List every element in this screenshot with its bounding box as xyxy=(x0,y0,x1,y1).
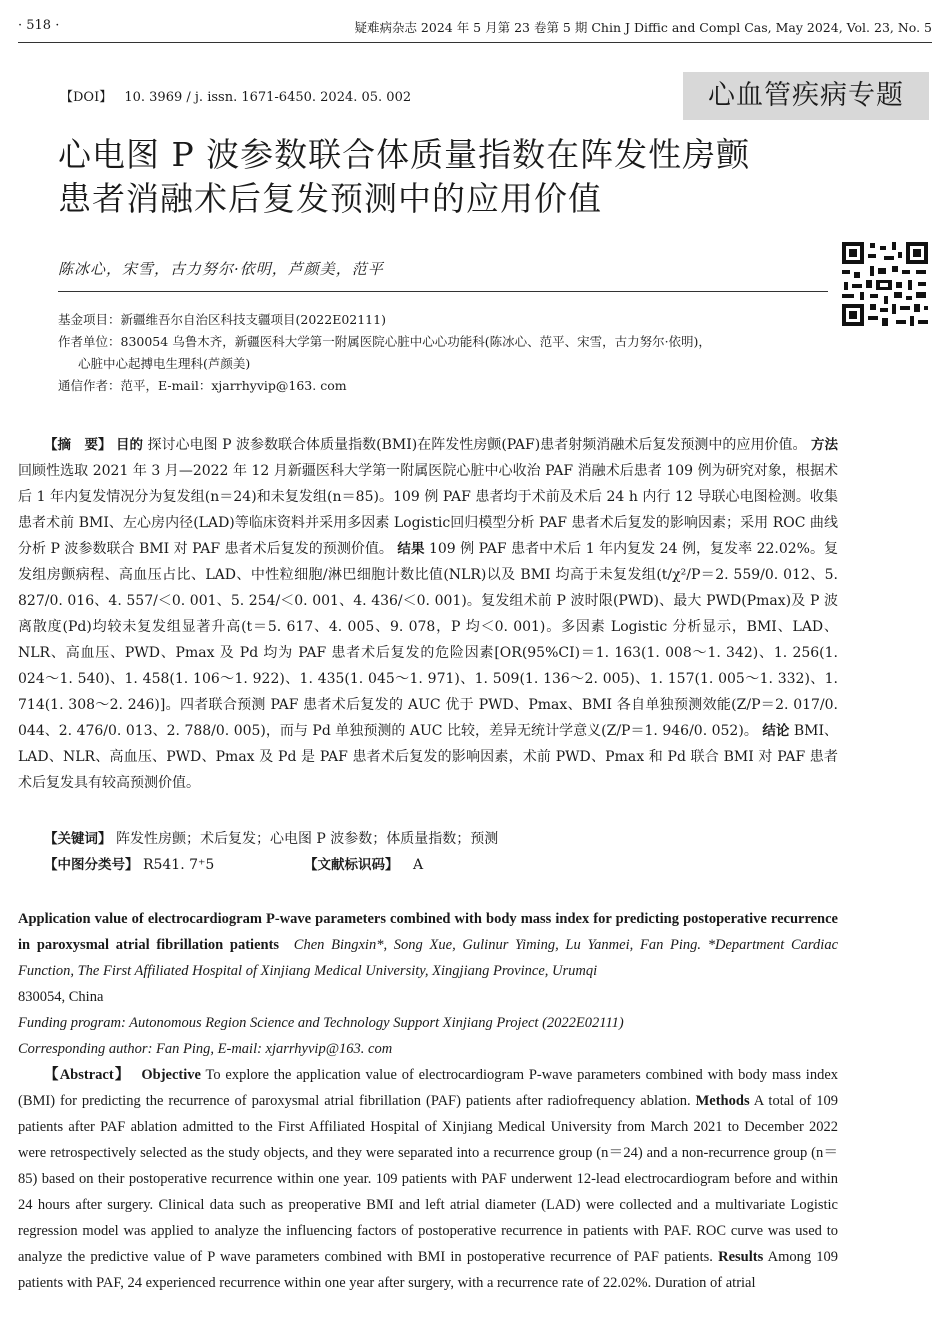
objective-label: 目的 xyxy=(116,437,144,453)
qr-code-icon xyxy=(840,240,930,328)
keywords-value: 阵发性房颤；术后复发；心电图 P 波参数；体质量指数；预测 xyxy=(115,831,499,847)
classification-label: 【中图分类号】 xyxy=(44,857,139,873)
article-title xyxy=(58,133,828,221)
english-results-label: Results xyxy=(718,1249,764,1265)
english-postcode: 830054, China xyxy=(18,989,104,1005)
english-authors: Chen Bingxin*, Song Xue, Gulinur Yiming, Lu Yanmei, Fan Ping. *Department Cardiac Function, The First Affiliated Hospital of Xinjiang Medical University, Xingjiang Province, Urumqi xyxy=(18,937,839,979)
english-corresponding: Corresponding author: Fan Ping, E-mail: xjarrhyvip@163. com xyxy=(18,1041,393,1057)
english-abstract-label: 【Abstract】 xyxy=(44,1067,131,1083)
journal-citation: 疑难病杂志 2024 年 5 月第 23 卷第 5 期 Chin J Diffic and Compl Cas, May 2024, Vol. 23, No. 5 xyxy=(354,20,932,35)
title-line-2: 患者消融术后复发预测中的应用价值 xyxy=(58,179,602,218)
english-results: Among 109 patients with PAF, 24 experienced recurrence within one year after surgery, with a recurrence rate of 22.02%. Duration of atrial xyxy=(18,1249,839,1291)
funding-line: 基金项目：新疆维吾尔自治区科技支疆项目(2022E02111) xyxy=(58,312,386,327)
objective-text: 探讨心电图 P 波参数联合体质量指数(BMI)在阵发性房颤(PAF)患者射频消融术后复发预测中的应用价值。 xyxy=(147,437,807,453)
english-abstract xyxy=(18,906,838,1296)
english-methods: A total of 109 patients after PAF ablation admitted to the First Affiliated Hospital of Xinjiang Medical University from March 2021 to December 2022 were retrospectively selected as the study objects, and they were separated into a recurrence group (n＝24) and a non-recurrence group (n＝85) based on their postoperative recurrence within one year. 109 patients with PAF underwent 12-lead electrocardiogram before and within 24 hours after surgery. Clinical data such as preoperative BMI and left atrial diameter (LAD) were collected and a multivariate Logistic regression model was applied to analyze the influencing factors of postoperative recurrence in patients with PAF. ROC curve was used to analyze the predictive value of P wave parameters combined with BMI in postoperative recurrence of PAF patients. xyxy=(18,1093,839,1265)
methods-text: 回顾性选取 2021 年 3 月—2022 年 12 月新疆医科大学第一附属医院心脏中心收治 PAF 消融术后患者 109 例为研究对象，根据术后 1 年内复发情况分为复发组(n＝24)和未复发组(n＝85)。109 例 PAF 患者均于术前及术后 24 h 内行 12 导联心电图检测。收集患者术前 BMI、左心房内径(LAD)等临床资料并采用多因素 Logistic回归模型分析 PAF 患者术后复发的影响因素；采用 ROC 曲线分析 P 波参数联合 BMI 对 PAF 患者术后复发的预测价值。 xyxy=(18,463,838,557)
doc-code-value: A xyxy=(412,857,424,873)
keywords-label: 【关键词】 xyxy=(44,831,112,847)
running-header xyxy=(18,14,932,38)
doi-value: 10. 3969 / j. issn. 1671-6450. 2024. 05. 002 xyxy=(124,90,412,105)
classification-value: R541. 7⁺5 xyxy=(142,857,215,873)
english-objective-label: Objective xyxy=(141,1067,201,1083)
corresponding-line: 通信作者：范平，E-mail：xjarrhyvip@163. com xyxy=(58,378,347,393)
affiliation-line-2: 心脏中心起搏电生理科(芦颜美) xyxy=(78,356,251,371)
conclusion-text: BMI、LAD、NLR、高血压、PWD、Pmax 及 Pd 是 PAF 患者术后复发的影响因素，术前 PWD、Pmax 和 Pd 联合 BMI 对 PAF 患者术后复发具有较高预测价值。 xyxy=(18,723,839,791)
keywords-line xyxy=(44,826,498,852)
conclusion-label: 结论 xyxy=(762,723,790,739)
doi-label: 【DOI】 xyxy=(60,90,113,105)
article-info xyxy=(58,309,828,397)
classification-line xyxy=(44,852,424,878)
english-methods-label: Methods xyxy=(695,1093,750,1109)
author-list: 陈冰心，宋雪，古力努尔·依明，芦颜美，范平 xyxy=(58,260,384,278)
english-objective: To explore the application value of electrocardiogram P-wave parameters combined with body mass index (BMI) for predicting the recurrence of paroxysmal atrial fibrillation (PAF) patients after radiofrequency ablation. xyxy=(18,1067,839,1109)
author-rule xyxy=(58,291,828,292)
english-title: Application value of electrocardiogram P-wave parameters combined with body mass index for predicting postoperative recurrence in paroxysmal atrial fibrillation patients xyxy=(18,911,838,953)
page-number: · 518 · xyxy=(18,18,60,33)
section-banner: 心血管疾病专题 xyxy=(683,72,929,120)
title-line-1: 心电图 P 波参数联合体质量指数在阵发性房颤 xyxy=(58,135,751,174)
doc-code-label: 【文献标识码】 xyxy=(304,857,399,873)
methods-label: 方法 xyxy=(810,437,838,453)
english-funding: Funding program: Autonomous Region Science and Technology Support Xinjiang Project (2022E02111) xyxy=(18,1015,624,1031)
header-rule xyxy=(18,42,932,43)
results-text: 109 例 PAF 患者中术后 1 年内复发 24 例，复发率 22.02%。复发组房颤病程、高血压占比、LAD、中性粒细胞/淋巴细胞计数比值(NLR)以及 BMI 均高于未复发组(t/χ²/P＝2. 559/0. 012、5. 827/0. 016、4. 557/＜0. 001、5. 254/＜0. 001、4. 436/＜0. 001)。复发组术前 P 波时限(PWD)、最大 PWD(Pmax)及 P 波离散度(Pd)均较未复发组显著升高(t＝5. 617、4. 005、9. 078，P 均＜0. 001)。多因素 Logistic 分析显示，BMI、LAD、NLR、高血压、PWD、Pmax 及 Pd 均为 PAF 患者术后复发的危险因素[OR(95%CI)＝1. 163(1. 008～1. 342)、1. 256(1. 024～1. 540)、1. 458(1. 106～1. 922)、1. 435(1. 045～1. 971)、1. 509(1. 136～2. 005)、1. 157(1. 005～1. 332)、1. 714(1. 308～2. 246)]。四者联合预测 PAF 患者术后复发的 AUC 优于 PWD、Pmax、BMI 各自单独预测效能(Z/P＝2. 017/0. 044、2. 476/0. 013、2. 788/0. 005)，而与 Pd 单独预测的 AUC 比较，差异无统计学意义(Z/P＝1. 946/0. 052)。 xyxy=(18,541,839,739)
doi-line xyxy=(60,86,411,105)
affiliation-line: 作者单位：830054 乌鲁木齐，新疆医科大学第一附属医院心脏中心心功能科(陈冰心、范平、宋雪，古力努尔·依明)， xyxy=(58,334,711,349)
abstract-label: 【摘 要】 xyxy=(44,437,112,453)
results-label: 结果 xyxy=(397,541,425,557)
chinese-abstract xyxy=(18,432,838,796)
